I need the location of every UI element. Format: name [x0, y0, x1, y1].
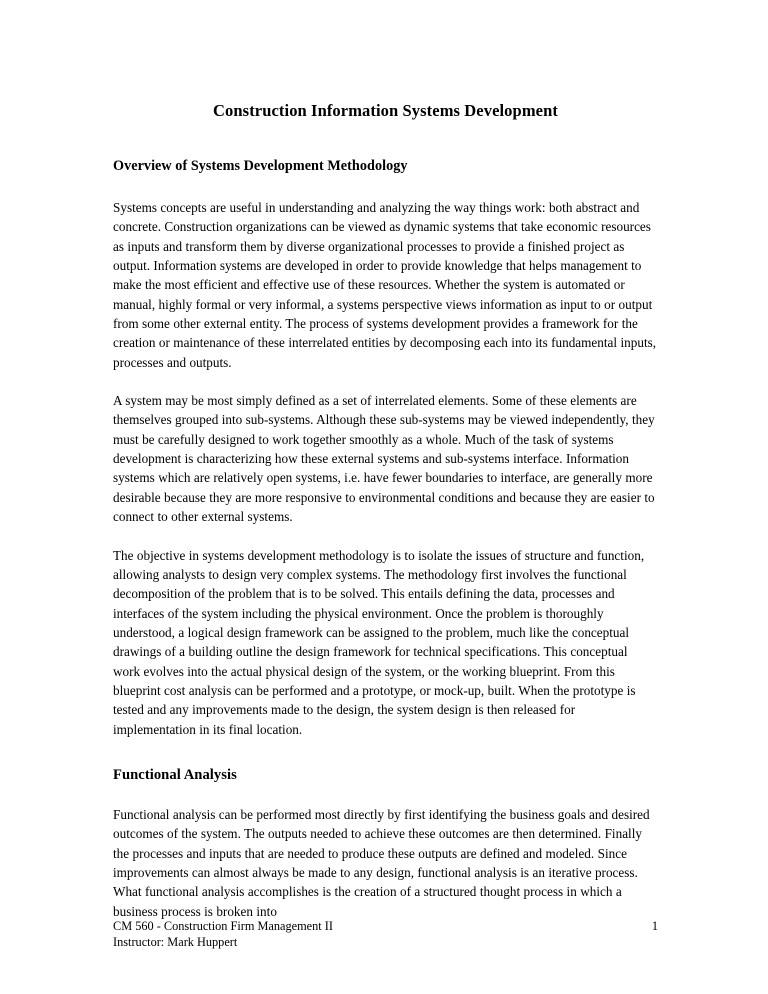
page-title: Construction Information Systems Development: [213, 101, 558, 120]
footer-instructor-text: Instructor: Mark Huppert: [113, 935, 238, 950]
footer-course-line: [113, 918, 658, 934]
page-footer: [113, 918, 658, 950]
footer-course-text: CM 560 - Construction Firm Management II: [113, 919, 333, 933]
paragraph-functional-1: Functional analysis can be performed most directly by first identifying the business goals and desired outcomes of the system. The outputs needed to achieve these outcomes are then determined. Finally the processes and inputs that are needed to produce these outputs are defined and modeled. Since improvements can almost always be made to any design, functional analysis is an iterative process. What functional analysis accomplishes is the creation of a structured thought process in which a business process is broken into: [113, 806, 650, 919]
paragraph-overview-1: Systems concepts are useful in understanding and analyzing the way things work: both abstract and concrete. Construction organizations can be viewed as dynamic systems that take economic resources as inputs and transform them by diverse organizational processes to provide a finished project as output. Information systems are developed in order to provide knowledge that helps management to make the most efficient and effective use of these resources. Whether the system is automated or manual, highly formal or very informal, a systems perspective views information as input to or output from some other external entity. The process of systems development provides a framework for the creation or maintenance of these interrelated entities by decomposing each into its fundamental inputs, processes and outputs.: [113, 200, 657, 370]
paragraph-overview-2: A system may be most simply defined as a set of interrelated elements. Some of these elements are themselves grouped into sub-systems. Although these sub-systems may be viewed independently, they must be carefully designed to work together smoothly as a whole. Much of the task of systems development is characterizing how these external systems and sub-systems interface. Information systems which are relatively open systems, i.e. have fewer boundaries to interface, are generally more desirable because they are more responsive to environmental conditions and because they are easier to connect to other external systems.: [113, 393, 655, 525]
section-heading-overview: Overview of Systems Development Methodology: [113, 158, 408, 174]
document-content-column: [113, 0, 658, 921]
paragraph-overview-3: The objective in systems development methodology is to isolate the issues of structure and function, allowing analysts to design very complex systems. The methodology first involves the functional decomposition of the problem that is to be solved. This entails defining the data, processes and interfaces of the system including the physical environment. Once the problem is thoroughly understood, a logical design framework can be assigned to the problem, much like the conceptual drawings of a building outline the design framework for technical specifications. This conceptual work evolves into the actual physical design of the system, or the working blueprint. From this blueprint cost analysis can be performed and a prototype, or mock-up, built. When the prototype is tested and any improvements made to the design, the system design is then released for implementation in its final location.: [113, 547, 645, 737]
page-number: 1: [651, 919, 658, 933]
section-heading-functional-analysis: Functional Analysis: [113, 766, 237, 783]
